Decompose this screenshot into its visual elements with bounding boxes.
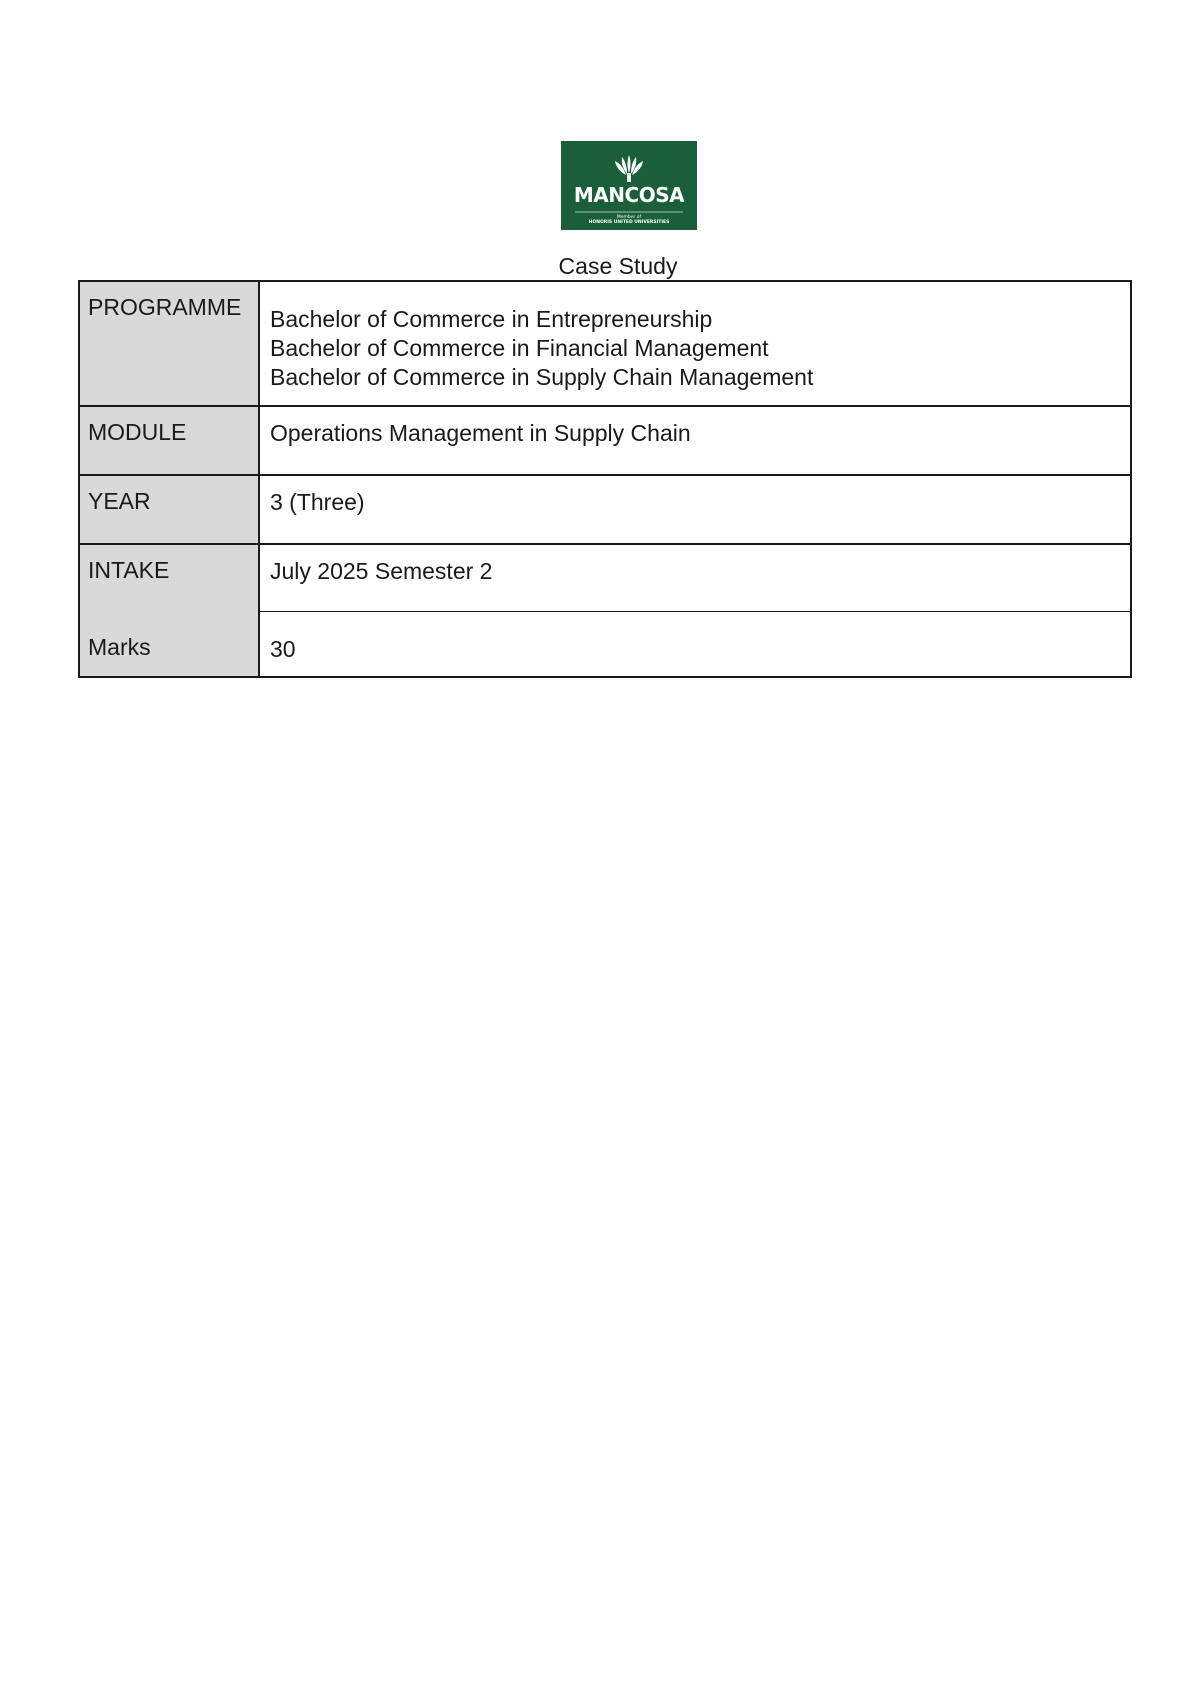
module-label: MODULE: [80, 407, 260, 474]
marks-value: 30: [270, 636, 296, 662]
table-row-module: [80, 405, 1130, 474]
programme-line: Bachelor of Commerce in Entrepreneurship: [270, 306, 713, 332]
year-value: 3 (Three): [270, 489, 365, 515]
programme-line: Bachelor of Commerce in Supply Chain Management: [270, 364, 814, 390]
mancosa-logo: [561, 141, 697, 230]
intake-value: July 2025 Semester 2: [270, 558, 493, 584]
module-value: Operations Management in Supply Chain: [270, 420, 691, 446]
programme-label: PROGRAMME: [80, 282, 260, 405]
table-row-programme: [80, 282, 1130, 405]
document-title: Case Study: [558, 253, 678, 279]
logo-member-line: Member of: [616, 215, 642, 220]
table-row-intake: [80, 543, 1130, 611]
intake-label: INTAKE: [80, 545, 260, 611]
info-table: [78, 280, 1132, 678]
logo-honoris-line: HONORIS UNITED UNIVERSITIES: [588, 220, 670, 225]
year-label: YEAR: [80, 476, 260, 543]
table-row-marks: [80, 611, 1130, 676]
programme-line: Bachelor of Commerce in Financial Management: [270, 335, 769, 361]
programme-value: [260, 282, 1130, 405]
marks-label: Marks: [80, 611, 260, 677]
logo-wordmark: MANCOSA: [573, 183, 685, 207]
table-row-year: [80, 474, 1130, 543]
